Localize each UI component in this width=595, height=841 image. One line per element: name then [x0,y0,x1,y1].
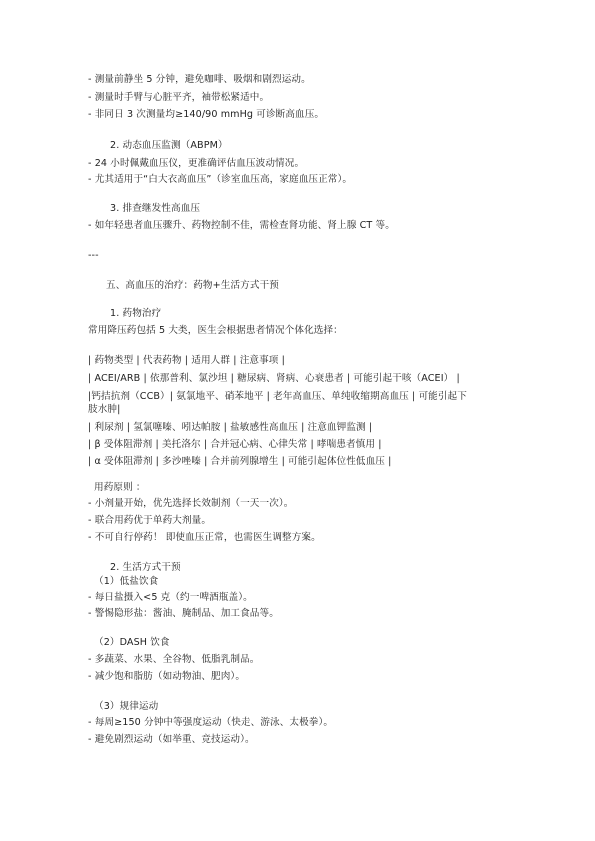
drug-table-row-wrap: 肢水肿| [88,404,121,415]
lifestyle-heading: 2. 生活方式干预 [110,562,181,573]
abpm-line-1: - 24 小时佩戴血压仪，更准确评估血压波动情况。 [88,158,305,169]
exercise-line-1: - 每周≥150 分钟中等强度运动（快走、游泳、太极拳）。 [88,717,334,728]
drug-table-header: | 药物类型 | 代表药物 | 适用人群 | 注意事项 | [88,355,285,366]
exercise-line-2: - 避免剧烈运动（如举重、竞技运动）。 [88,734,255,745]
drug-heading: 1. 药物治疗 [110,308,162,319]
drug-table-row: | 利尿剂 | 氢氯噻嗪、吲达帕胺 | 盐敏感性高血压 | 注意血钾监测 | [88,422,373,433]
dash-line-2: - 减少饱和脂肪（如动物油、肥肉）。 [88,671,246,682]
measurement-line-3: - 非同日 3 次测量均≥140/90 mmHg 可诊断高血压。 [88,109,325,120]
exercise-heading: （3）规律运动 [94,701,159,712]
measurement-line-2: - 测量时手臂与心脏平齐，袖带松紧适中。 [88,92,270,103]
drug-table-row: | ACEI/ARB | 依那普利、氯沙坦 | 糖尿病、肾病、心衰患者 | 可能引起干咳（ACEI） | [88,373,460,384]
drug-table-row: |钙拮抗剂（CCB）| 氨氯地平、硝苯地平 | 老年高血压、单纯收缩期高血压 | 可能引起下 [88,391,467,402]
principle-line-1: - 小剂量开始，优先选择长效制剂（一天一次）。 [88,498,294,509]
principle-line-2: - 联合用药优于单药大剂量。 [88,515,212,526]
drug-table-row: | α 受体阻滞剂 | 多沙唑嗪 | 合并前列腺增生 | 可能引起体位性低血压 | [88,456,392,467]
low-salt-line-1: - 每日盐摄入<5 克（约一啤酒瓶盖）。 [88,592,253,603]
separator-text: --- [88,250,99,261]
abpm-line-2: - 尤其适用于“白大衣高血压”（诊室血压高，家庭血压正常）。 [88,174,353,185]
principles-heading: 用药原则 ： [94,482,146,493]
low-salt-line-2: - 警惕隐形盐：酱油、腌制品、加工食品等。 [88,608,279,619]
dash-line-1: - 多蔬菜、水果、全谷物、低脂乳制品。 [88,654,260,665]
dash-heading: （2）DASH 饮食 [94,637,170,648]
abpm-heading: 2. 动态血压监测（ABPM） [110,140,228,151]
low-salt-heading: （1）低盐饮食 [94,576,159,587]
treatment-heading: 五、高血压的治疗：药物+生活方式干预 [106,280,279,291]
secondary-heading: 3. 排查继发性高血压 [110,203,201,214]
secondary-line-1: - 如年轻患者血压骤升、药物控制不佳，需检查肾功能、肾上腺 CT 等。 [88,220,395,231]
measurement-line-1: - 测量前静坐 5 分钟，避免咖啡、吸烟和剧烈运动。 [88,74,311,85]
principle-line-3: - 不可自行停药！ 即使血压正常，也需医生调整方案。 [88,532,321,543]
drug-intro: 常用降压药包括 5 大类，医生会根据患者情况个体化选择： [88,325,343,336]
drug-table-row: | β 受体阻滞剂 | 美托洛尔 | 合并冠心病、心律失常 | 哮喘患者慎用 | [88,439,382,450]
